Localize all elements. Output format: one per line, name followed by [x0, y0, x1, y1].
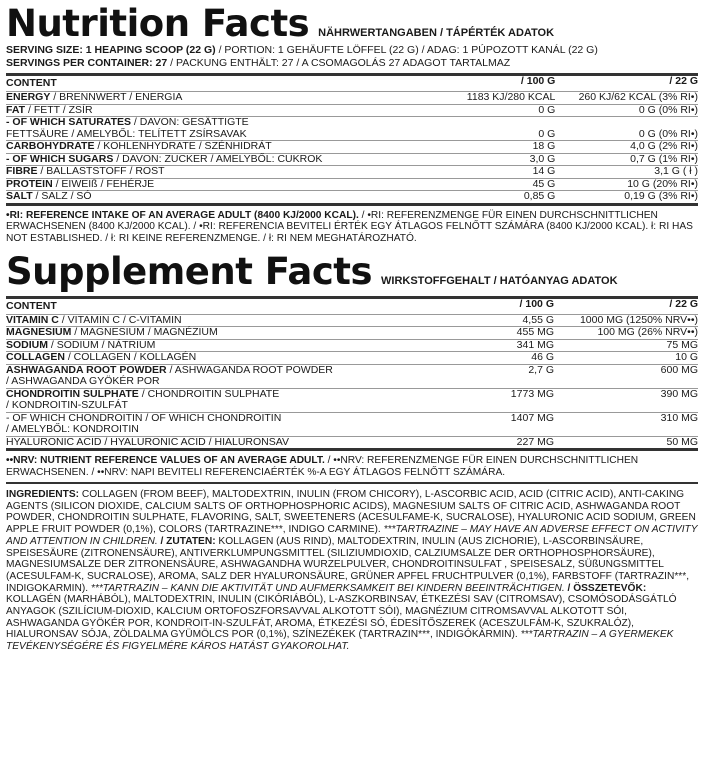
value-per-100g: [476, 424, 556, 436]
supplement-table: [6, 299, 698, 452]
value-per-serving: 0 G (0% RI•): [557, 129, 698, 141]
value-per-100g: 0 G: [467, 129, 558, 141]
divider: [6, 482, 698, 484]
nutrient-name: ENERGY / BRENNWERT / ENERGIA: [6, 92, 467, 105]
table-row: [6, 166, 698, 179]
nutrient-name: - OF WHICH CHONDROITIN / OF WHICH CHONDROITIN: [6, 411, 282, 424]
value-per-100g: 46 G: [476, 352, 556, 365]
nutrient-name: FETTSÄURE / AMELYBŐL: TELÍTETT ZSÍRSAVAK: [6, 129, 467, 141]
table-row: [6, 92, 698, 105]
nutrient-name: CARBOHYDRATE / KOHLENHYDRATE / SZÉNHIDRÁT: [6, 141, 467, 154]
value-per-100g: 0 G: [467, 104, 558, 117]
value-per-100g: 4,55 G: [476, 314, 556, 327]
value-per-100g: [467, 117, 558, 129]
nutrient-name: / KONDROITIN-SZULFÁT: [6, 400, 476, 412]
value-per-serving: 3,1 G ( ł ): [557, 166, 698, 179]
value-per-serving: 75 MG: [556, 339, 698, 352]
supplement-title-row: [6, 249, 698, 293]
nutrition-table: [6, 76, 698, 206]
table-row: [6, 376, 698, 388]
supplement-label: [6, 4, 698, 653]
value-per-100g: 18 G: [467, 141, 558, 154]
table-row: [6, 141, 698, 154]
nutrient-name: - OF WHICH SATURATES / DAVON: GESÄTTIGTE: [6, 116, 249, 128]
value-per-100g: 1773 MG: [510, 387, 554, 400]
value-per-serving: 0 G (0% RI•): [557, 104, 698, 117]
value-per-serving: 1000 MG (1250% NRV••): [556, 314, 698, 327]
supplement-facts-title: Supplement Facts: [6, 249, 373, 293]
nutrient-name: / ASHWAGANDA GYÖKÉR POR: [6, 376, 476, 388]
table-row: [6, 191, 698, 205]
nutrition-facts-title: Nutrition Facts: [6, 2, 310, 45]
table-header: CONTENT / 100 G / 22 G: [6, 299, 698, 315]
value-per-serving: 100 MG (26% NRV••): [556, 327, 698, 340]
nutrient-name: ASHWAGANDA ROOT POWDER / ASHWAGANDA ROOT POWDER: [6, 363, 333, 376]
value-per-100g: 1407 MG: [510, 411, 554, 424]
nutrient-name: VITAMIN C / VITAMIN C / C-VITAMIN: [6, 314, 476, 327]
nutrient-name: FIBRE / BALLASTSTOFF / ROST: [6, 166, 467, 179]
value-per-serving: [556, 424, 698, 436]
nutrient-name: PROTEIN / EIWEIß / FEHÉRJE: [6, 178, 467, 191]
table-header: CONTENT / 100 G / 22 G: [6, 76, 698, 92]
value-per-100g: 455 MG: [476, 327, 556, 340]
supplement-subtitle: WIRKSTOFFGEHALT / HATÓANYAG ADATOK: [381, 274, 618, 287]
nutrient-name: COLLAGEN / COLLAGEN / KOLLAGÉN: [6, 352, 476, 365]
value-per-serving: 0,19 G (3% RI•): [557, 191, 698, 205]
value-per-serving: 10 G (20% RI•): [557, 178, 698, 191]
nutrition-subtitle: NÄHRWERTANGABEN / TÁPÉRTÉK ADATOK: [318, 27, 555, 39]
nutrient-name: SODIUM / SODIUM / NÁTRIUM: [6, 339, 476, 352]
table-row: [6, 327, 698, 340]
nutrient-name: FAT / FETT / ZSÍR: [6, 104, 467, 117]
nutrition-title-row: [6, 4, 698, 44]
value-per-serving: 260 KJ/62 KCAL (3% RI•): [557, 92, 698, 105]
table-row: [6, 129, 698, 141]
value-per-100g: [476, 376, 556, 388]
nutrient-name: / AMELYBŐL: KONDROITIN: [6, 424, 476, 436]
value-per-100g: 14 G: [467, 166, 558, 179]
value-per-serving: [556, 400, 698, 412]
value-per-100g: 45 G: [467, 178, 558, 191]
value-per-serving: [557, 117, 698, 129]
table-row: [6, 178, 698, 191]
value-per-serving: 10 G: [556, 352, 698, 365]
value-per-100g: 3,0 G: [467, 153, 558, 166]
table-row: [6, 424, 698, 436]
table-row: [6, 104, 698, 117]
value-per-100g: [476, 400, 556, 412]
nutrient-name: HYALURONIC ACID / HYALURONIC ACID / HIALURONSAV: [6, 436, 476, 450]
value-per-100g: 0,85 G: [467, 191, 558, 205]
value-per-serving: 0,7 G (1% RI•): [557, 153, 698, 166]
table-row: [6, 352, 698, 365]
value-per-100g: 227 MG: [476, 436, 556, 450]
table-row: [6, 153, 698, 166]
nutrient-name: CHONDROITIN SULPHATE / CHONDROITIN SULPHATE: [6, 387, 280, 400]
serving-size: SERVING SIZE: 1 HEAPING SCOOP (22 G) / PORTION: 1 GEHÄUFTE LÖFFEL (22 G) / ADAG: 1 PÚPOZOTT KANÁL (22 G): [6, 44, 598, 56]
value-per-serving: 390 MG: [660, 387, 698, 400]
nutrient-name: MAGNESIUM / MAGNESIUM / MAGNÉZIUM: [6, 327, 476, 340]
ri-footnote: •RI: REFERENCE INTAKE OF AN AVERAGE ADULT (8400 KJ/2000 KCAL). / •RI: REFERENZMENGE FÜR EINEN DURCHSCHNITTLICHEN ERWACHSENEN (8400 KJ/2000 KCAL). / •RI: REFERENCIA BEVITELI ÉRTÉK EGY ÁTLAGOS FELNŐTT SZÁMÁRA (8400 KJ/2000 KCAL). ł: RI HAS NOT ESTABLISHED. / ł: RI KEINE REFERENZMENGE. / ł: RI NEM MEGHATÁROZHATÓ.: [6, 209, 693, 245]
value-per-100g: 341 MG: [476, 339, 556, 352]
value-per-serving: 4,0 G (2% RI•): [557, 141, 698, 154]
value-per-100g: 1183 KJ/280 KCAL: [466, 91, 556, 103]
nrv-footnote: ••NRV: NUTRIENT REFERENCE VALUES OF AN AVERAGE ADULT. / ••NRV: REFERENZMENGE FÜR EINEN DURCHSCHNITTLICHEN ERWACHSENEN. / ••NRV: NAPI BEVITELI REFERENCIAÉRTÉK %-A EGY ÁTLAGOS FELNŐTT SZÁMÁRA.: [6, 455, 639, 479]
ingredients-text: INGREDIENTS: COLLAGEN (FROM BEEF), MALTODEXTRIN, INULIN (FROM CHICORY), L-ASCORBIC ACID, ACID (CITRIC ACID), ANTI-CAKING AGENTS (SILICON DIOXIDE, CALCIUM SALTS OF ORTHOPHOSPHORIC ACIDS), MAGNESIUM SALTS OF CITRIC ACID, ASHWAGANDA ROOT POWDER, CHONDROITIN SULPHATE, FLAVORING, SALT, SWEETENERS (ACESULFAME-K, SUCRALOSE), HYALURONIC ACID SODIUM, GREEN APPLE FRUIT POWDER (0,1%), COLORS (TARTRAZINE***, INDIGO CARMINE). ***TARTRAZINE – MAY HAVE AN ADVERSE EFFECT ON ACTIVITY AND ATTENTION IN CHILDREN. / ZUTATEN: KOLLAGEN (AUS RIND), MALTODEXTRIN, INULIN (AUS ZICHORIE), L-ASCORBINSÄURE, SPEISESÄURE (ZITRONENSÄURE), ANTIVERKLUMPUNGSMITTEL (SILIZIUMDIOXID, CALZIUMSALZE DER ORTHOPHOSPHORSÄURE), MAGNESIUMSALZE DER ZITRONENSÄURE, ASHWAGANDHA WURZELPULVER, CHONDROITINSULFAT , SPEISESALZ, SÜßUNGSMITTEL (ACESULFAM-K, SUCRALOSE), AROMA, SALZ DER HYALURONSÄURE, GRÜNER APFEL FRUCHTPULVER (0,1%), FARBSTOFF (TARTRAZIN***, INDIGOKARMIN). ***TARTRAZIN – KANN DIE AKTIVITÄT UND AUFMERKSAMKEIT BEI KINDERN BEEINTRÄCHTIGEN. / ÖSSZETEVŐK: KOLLAGÉN (MARHÁBÓL), MALTODEXTRIN, INULIN (CIKÓRIÁBÓL), L-ASZKORBINSAV, ÉTKEZÉSI SAV (CITROMSAV), CSOMÓSODÁSGÁTLÓ ANYAGOK (SZILÍCIUM-DIOXID, KALCIUM ORTOFOSZFORSAVVAL ALKOTOTT SÓI), MAGNÉZIUM CITROMSAVVAL ALKOTOTT SÓI, ASHWAGANDA GYÖKÉR POR, KONDROIT-IN-SZULFÁT, AROMA, ÉTKEZÉSI SÓ, ÉDESÍTŐSZEREK (ACESZULFÁM-K, SZUKRALÓZ), HIALURONSAV SÓJA, ZÖLDALMA GYÜMÖLCS POR (0,1%), SZÍNEZÉKEK (TARTRAZIN***, INDIGÓKÁRMIN). ***TARTRAZIN – A GYERMEKEK TEVÉKENYSÉGÉRE ÉS FIGYELMÉRE KÁROS HATÁST GYAKOROLHAT.: [6, 488, 698, 653]
nutrient-name: - OF WHICH SUGARS / DAVON: ZUCKER / AMELYBŐL: CUKROK: [6, 153, 467, 166]
table-row: [6, 436, 698, 450]
value-per-100g: 2,7 G: [528, 363, 554, 376]
servings-per-container: SERVINGS PER CONTAINER: 27 / PACKUNG ENTHÄLT: 27 / A CSOMAGOLÁS 27 ADAGOT TARTALMAZ: [6, 56, 511, 69]
value-per-serving: 310 MG: [660, 411, 698, 424]
value-per-serving: 50 MG: [556, 436, 698, 450]
value-per-serving: [556, 376, 698, 388]
value-per-serving: 600 MG: [660, 363, 698, 376]
nutrient-name: SALT / SALZ / SÓ: [6, 191, 467, 205]
table-row: [6, 400, 698, 412]
